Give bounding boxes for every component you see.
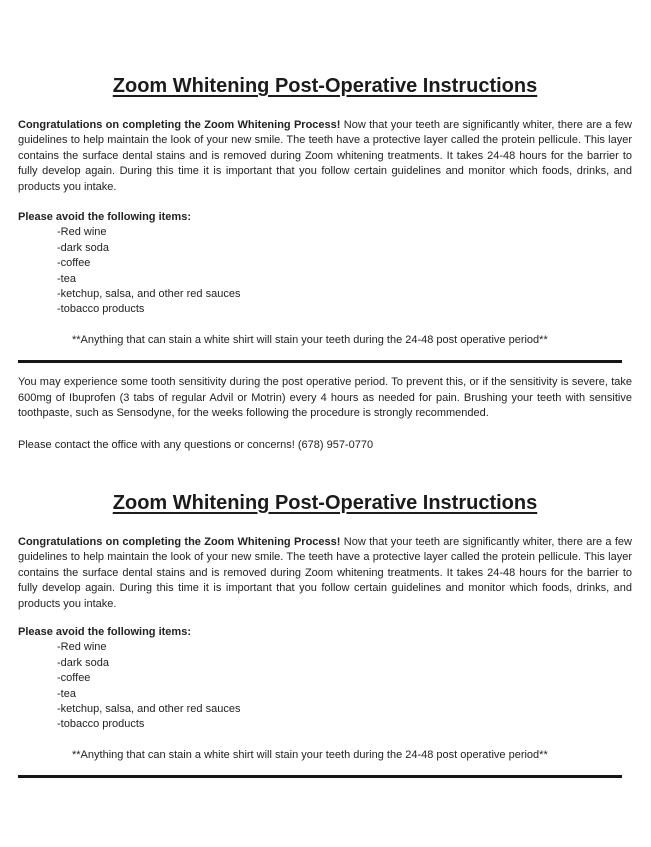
- list-item: -Red wine: [57, 641, 107, 654]
- intro-body-text: Now that your teeth are significantly whiter, there are a few guidelines to help maintain the look of your new smile. The teeth have a protective layer called the protein pellicule. This layer contains the surface dental stains and is removed during Zoom whitening treatments. It takes 24-48 hours for the barrier to fully develop again. During this time it is important that you follow certain guidelines and monitor which foods, drinks, and products you intake.: [18, 535, 632, 610]
- list-item: -tea: [57, 687, 76, 700]
- document-title: Zoom Whitening Post-Operative Instructions: [112, 491, 538, 514]
- list-item: -coffee: [57, 672, 91, 685]
- avoid-items-list: [18, 640, 632, 732]
- avoid-items-heading: Please avoid the following items:: [18, 211, 191, 224]
- intro-paragraph: [18, 535, 632, 612]
- list-item: -ketchup, salsa, and other red sauces: [57, 288, 241, 301]
- section-divider: [18, 775, 622, 778]
- section-divider: [18, 360, 622, 363]
- list-item: -dark soda: [57, 241, 109, 254]
- stain-warning: **Anything that can stain a white shirt will stain your teeth during the 24-48 post operative period**: [72, 333, 548, 346]
- list-item: -coffee: [57, 257, 91, 270]
- instructions-section-2: [18, 487, 632, 778]
- list-item: -Red wine: [57, 226, 107, 239]
- list-item: -tobacco products: [57, 303, 145, 316]
- intro-bold-lead: Congratulations on completing the Zoom Whitening Process!: [18, 119, 341, 131]
- instructions-section-1: [18, 70, 632, 453]
- contact-line: Please contact the office with any questions or concerns! (678) 957-0770: [18, 438, 374, 451]
- intro-paragraph: [18, 118, 632, 195]
- intro-bold-lead: Congratulations on completing the Zoom Whitening Process!: [18, 535, 341, 548]
- list-item: -dark soda: [57, 656, 109, 669]
- document-title: Zoom Whitening Post-Operative Instructions: [112, 75, 538, 97]
- intro-body-text: Now that your teeth are significantly whiter, there are a few guidelines to help maintain the look of your new smile. The teeth have a protective layer called the protein pellicule. This layer contains the surface dental stains and is removed during Zoom whitening treatments. It takes 24-48 hours for the barrier to fully develop again. During this time it is important that you follow certain guidelines and monitor which foods, drinks, and products you intake.: [18, 119, 632, 193]
- stain-warning: **Anything that can stain a white shirt will stain your teeth during the 24-48 post operative period**: [72, 748, 548, 761]
- list-item: -tobacco products: [57, 718, 145, 731]
- list-item: -tea: [57, 272, 76, 285]
- page-content: [0, 70, 651, 778]
- sensitivity-paragraph: You may experience some tooth sensitivity during the post operative period. To prevent this, or if the sensitivity is severe, take 600mg of Ibuprofen (3 tabs of regular Advil or Motrin) every 4 hours as needed for pain. Brushing your teeth with sensitive toothpaste, such as Sensodyne, for the weeks following the procedure is strongly recommended.: [18, 376, 632, 420]
- avoid-items-heading: Please avoid the following items:: [18, 625, 191, 638]
- avoid-items-list: [18, 225, 632, 317]
- list-item: -ketchup, salsa, and other red sauces: [57, 702, 241, 715]
